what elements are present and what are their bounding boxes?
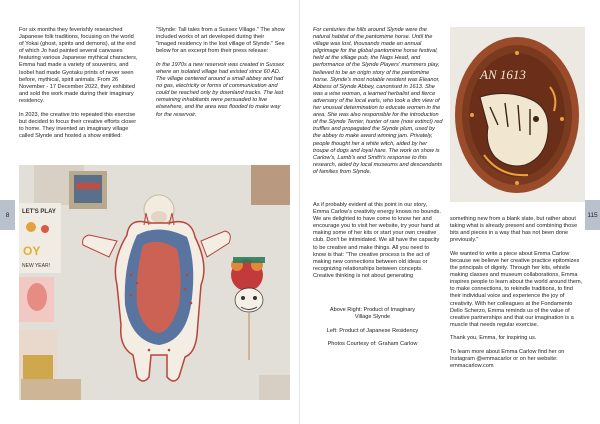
press-release-continued: For centuries the hills around Slynde were the natural habitat of the pantomime horse. Until the village was lost, thousands made an annual pilgrimage for the global pantomime horse festival, held at the village pub, the Nags Head, and performance of the Slynde Players' mummers play, believed to be an origin story of the pantomime horse. Slynde's most notable resident was Eleanor, Abbess of Slynde Abbey, canonised in 1613. She was a wise woman, a learned herbalist and fierce adversary of the local earls, who took a dim view of her unusual determination to educate women in the area. She was also responsible for the introduction of the Slynde Terrier, hunter of rare (now extinct) red truffles and propagated the Slynde plum, used by the abbey to make award winning jam. Privately, people thought her a white witch, aided by her troupe of dogs and loyal hare. The work on show is Carlow's, Lamb's and Smith's response to this research, aided by local museums and descendants of families from Slynde.	[313, 27, 443, 175]
caption-above-right: Above Right: Product of Imaginary Village Slynde	[329, 307, 416, 321]
paragraph: For six months they feverishly researched Japanese folk traditions, focusing on the world of Yokai (ghost, spirits and demons), at the end of which Jo had painted several canvases featuring various Japanese mythical characters, Emma had made a variety of souvenirs, and Isobel had made Gyotaku prints of never seen before, mythical, spirit animals. From 26 November - 17 December 2022, they exhibited and sold the work made during their imaginary residency.	[19, 27, 138, 104]
caption-photo-credit: Photos Courtesy of: Graham Carlow	[327, 341, 418, 348]
page-number-right: 115	[585, 200, 600, 230]
paragraph: something new from a blank slate, but rather about taking what is already present and combining those bits and pieces in a way that has not been done previously."	[450, 216, 578, 244]
paragraph: In 2023, the creative trio repeated this exercise but decided to focus their creative efforts closer to home. They invented an imaginary village called Slynde and hosted a show entitled:	[19, 111, 137, 139]
right-column-2	[450, 216, 585, 377]
article-body: As if probably evident at this point in our story, Emma Carlow's creativity energy knows no bounds. We are delighted to have come to know her and encourage you to visit her website, try your hand at making some of her kits or start your own creative club. Don't be intimidated. We all have the capacity to be creative and make things. All you need to know is that: "The creative process is the act of making new connections between old ideas or recognizing relationships between concepts. Creative thinking is not about generating	[313, 202, 441, 279]
poster-text: LET'S PLAY	[22, 209, 56, 215]
poster-subtext: NEW YEAR!	[22, 263, 50, 269]
caption-left: Left: Product of Japanese Residency	[326, 327, 419, 334]
press-intro: "Slynde: Tall tales from a Sussex Village." The show included works of art developed during their "imaged residency in the lost village of Slynde." See below for an excerpt from their press release:	[156, 27, 285, 55]
creatures-photo	[19, 165, 290, 400]
paragraph: We wanted to write a piece about Emma Carlow because we believe her creative practice epitomizes the principals of dignity. Through her kits, whistle making classes and museum collaborations, Emma inspires people to learn about the world around them, to make connections, to rekindle traditions, to find their individual voice and experience the joy of creativity. With her colleagues at the Fondamento Dello Scherzo, Emma reminds us of the value of creative partnerships and that our imagination is a muscle that needs regular exercise.	[450, 250, 583, 328]
svg-text:OY: OY	[23, 244, 41, 258]
left-column-2	[156, 27, 286, 125]
photo-captions	[325, 307, 420, 355]
plate-photo	[450, 27, 585, 202]
contact-paragraph: To learn more about Emma Carlow find her on Instagram @emmacarlor or on her website: emmacarlow.com	[450, 349, 565, 370]
press-release-quote: In the 1970s a new reservoir was created in Sussex where an isolated village had existed since 60 AD. The village centered around a small abbey and had no gas, electricity or forms of communication and could be reached only by downland tracks. The last remaining inhabitants were persuaded to live elsewhere, and the area was flooded to make way for the reservoir.	[156, 61, 285, 118]
creatures-illustration	[19, 165, 290, 400]
left-column-1	[19, 27, 139, 146]
page-number-left: 8	[0, 200, 15, 230]
slipware-plate-illustration	[450, 27, 585, 202]
plate-year: AN 1613	[480, 67, 526, 82]
paragraph: Thank you, Emma, for inspiring us.	[450, 335, 537, 342]
right-page	[300, 0, 600, 424]
